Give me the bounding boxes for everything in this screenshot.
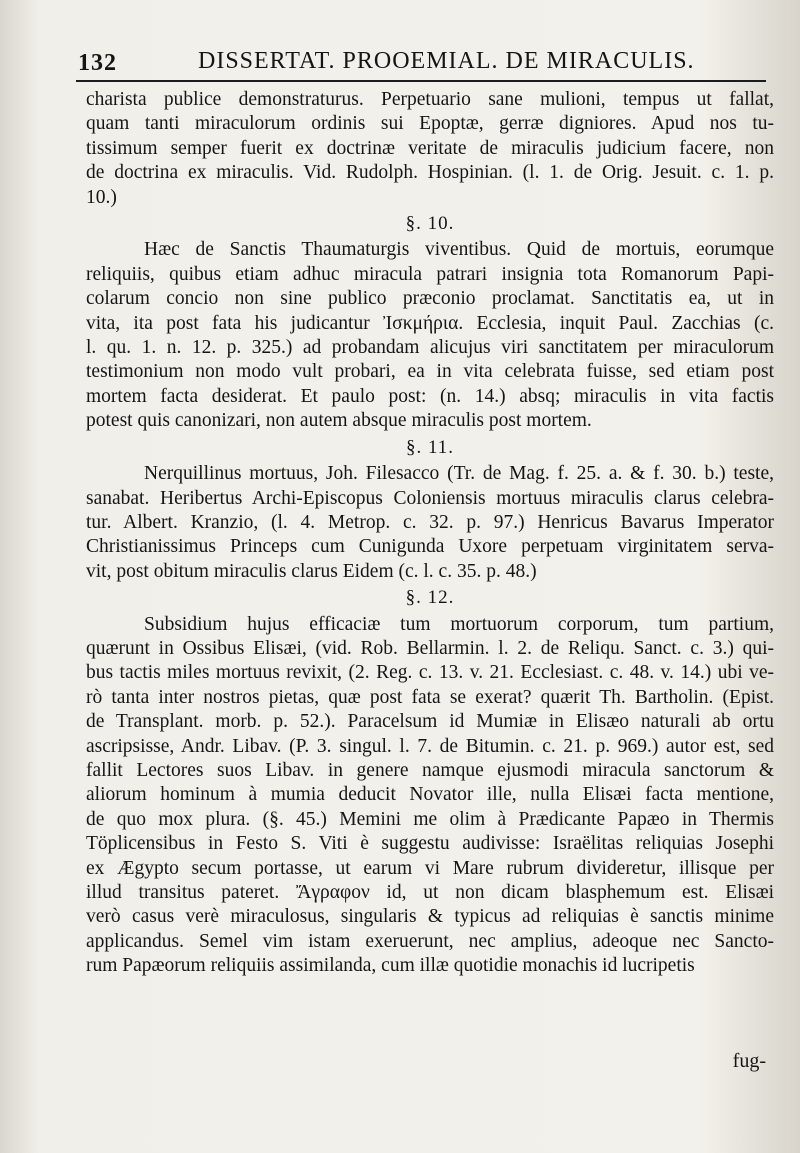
text-line: ex Ægypto secum portasse, ut earum vi Mare rubrum divideretur, illisque per — [86, 857, 774, 879]
text-line: vita, ita post fata his judicantur Ἰσκμήρια. Ecclesia, inquit Paul. Zacchias (c. — [86, 312, 774, 334]
text-line: colarum concio non sine publico præconio proclamat. Sanctitatis ea, ut in — [86, 288, 774, 310]
text-line: mortem facta desiderat. Et paulo post: (n. 14.) absq; miraculis in vita factis — [86, 385, 774, 407]
catchword: fug- — [732, 1050, 766, 1072]
paragraph — [86, 613, 774, 979]
text-line: reliquiis, quibus etiam adhuc miracula patrari insignia tota Romanorum Papi- — [86, 263, 774, 285]
paragraph — [86, 88, 774, 210]
text-line: rò tanta inter nostros pietas, quæ post fata se exerat? quærit Th. Bartholin. (Epist. — [86, 686, 774, 708]
text-line: ascripsisse, Andr. Libav. (P. 3. singul. l. 7. de Bitumin. c. 21. p. 969.) autor est, sed — [86, 735, 774, 757]
paragraph — [86, 238, 774, 433]
text-line: charista publice demonstraturus. Perpetuario sane mulioni, tempus ut fallat, — [86, 89, 774, 110]
text-line: de quo mox plura. (§. 45.) Memini me olim à Prædicante Papæo in Thermis — [86, 808, 774, 830]
text-line: potest quis canonizari, non autem absque miraculis post mortem. — [86, 410, 592, 432]
text-line: de doctrina ex miraculis. Vid. Rudolph. Hospinian. (l. 1. de Orig. Jesuit. c. 1. p. — [86, 162, 774, 184]
text-line: applicandus. Semel vim istam exeruerunt, nec amplius, adeoque nec Sancto- — [86, 930, 774, 952]
section-heading: §. 12. — [405, 587, 455, 609]
text-line: quærunt in Ossibus Elisæi, (vid. Rob. Bellarmin. l. 2. de Reliqu. Sanct. c. 3.) qui- — [86, 637, 774, 659]
section-heading: §. 10. — [405, 213, 455, 235]
text-line: tur. Albert. Kranzio, (l. 4. Metrop. c. 32. p. 97.) Henricus Bavarus Imperator — [86, 511, 774, 533]
page-header — [76, 44, 766, 82]
section-heading: §. 11. — [405, 436, 455, 458]
text-line: Subsidium hujus efficaciæ tum mortuorum corporum, tum partium, — [144, 613, 774, 635]
text-line: Hæc de Sanctis Thaumaturgis viventibus. Quid de mortuis, eorumque — [144, 239, 774, 261]
text-line: verò casus verè miraculosus, singularis & typicus ad reliquias è sanctis minime — [86, 906, 774, 928]
text-line: 10.) — [86, 186, 117, 208]
text-line: vit, post obitum miraculis clarus Eidem (c. l. c. 35. p. 48.) — [86, 560, 537, 582]
text-line: tissimum semper fuerit ex doctrinæ veritate de miraculis judicium facere, non — [86, 137, 774, 159]
text-line: de Transplant. morb. p. 52.). Paracelsum id Mumiæ in Elisæo naturali ab ortu — [86, 711, 774, 733]
paragraph — [86, 462, 774, 584]
text-line: sanabat. Heribertus Archi-Episcopus Coloniensis mortuus miraculis clarus celebra- — [86, 487, 774, 509]
text-line: rum Papæorum reliquiis assimilanda, cum illæ quotidie monachis id lucripetis — [86, 955, 695, 977]
text-line: illud transitus pateret. Ἄγραφον id, ut non dicam blasphemum est. Elisæi — [86, 882, 774, 903]
text-line: aliorum hominum à mumia deducit Novator ille, nulla Elisæi facta mentione, — [86, 784, 774, 806]
text-line: bus tactis miles mortuus revixit, (2. Reg. c. 13. v. 21. Ecclesiast. c. 48. v. 14.) ubi ve- — [86, 662, 774, 684]
text-line: fallit Lectores suos Libav. in genere namque ejusmodi miracula sanctorum & — [86, 759, 774, 781]
text-line: Christianissimus Princeps cum Cunigunda Uxore perpetuam virginitatem serva- — [86, 536, 774, 558]
running-title: DISSERTAT. PROOEMIAL. DE MIRACULIS. — [198, 48, 695, 74]
text-line: testimonium non modo vult probari, ea in vita celebrata fuisse, sed etiam post — [86, 361, 774, 383]
text-line: l. qu. 1. n. 12. p. 325.) ad probandam alicujus viri sanctitatem per miraculorum — [86, 337, 774, 359]
text-line: Nerquillinus mortuus, Joh. Filesacco (Tr. de Mag. f. 25. a. & f. 30. b.) teste, — [144, 463, 774, 485]
text-line: Töplicensibus in Festo S. Viti è suggestu audivisse: Israëlitas reliquias Josephi — [86, 833, 774, 855]
page-number: 132 — [78, 50, 117, 76]
text-line: quam tanti miraculorum ordinis sui Epoptæ, gerræ digniores. Apud nos tu- — [86, 113, 774, 135]
page-body — [86, 88, 774, 979]
